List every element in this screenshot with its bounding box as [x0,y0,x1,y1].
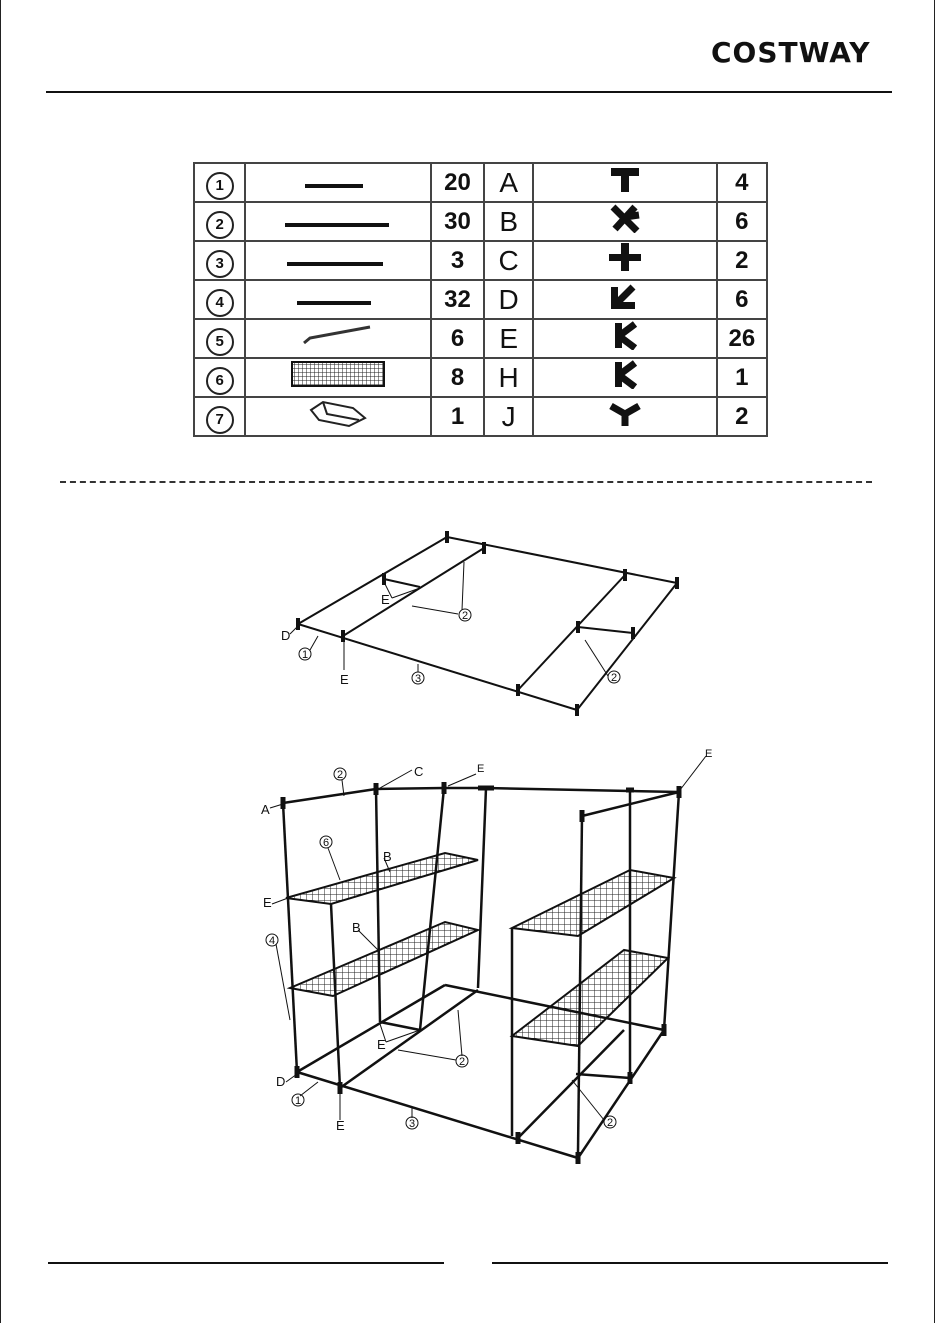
label-2-mid: 2 [459,1056,466,1068]
connector-letter: C [484,241,533,280]
label-1: 1 [295,1095,302,1107]
part-number: 7 [206,406,234,434]
part-number: 3 [206,250,234,278]
part-quantity: 8 [431,358,484,397]
part-quantity: 20 [431,163,484,202]
label-d: D [281,628,291,643]
label-b-upper: B [383,849,392,864]
part-number: 5 [206,328,234,356]
part-quantity: 30 [431,202,484,241]
label-b-lower: B [352,920,361,935]
connector-quantity: 6 [717,202,767,241]
connector-letter: A [484,163,533,202]
connector-letter: E [484,319,533,358]
label-2-top: 2 [337,769,344,781]
connector-quantity: 4 [717,163,767,202]
footer-rule-left [48,1262,444,1264]
label-3: 3 [409,1118,416,1130]
label-6: 6 [323,837,330,849]
connector-letter: J [484,397,533,436]
part-number: 1 [206,172,234,200]
label-2-left: 2 [462,610,469,622]
part-quantity: 3 [431,241,484,280]
label-a: A [261,802,270,817]
label-e-inner: E [377,1037,386,1052]
label-2-right: 2 [607,1117,614,1129]
label-1: 1 [302,649,309,661]
label-3: 3 [415,673,422,685]
connector-quantity: 6 [717,280,767,319]
connector-quantity: 2 [717,241,767,280]
label-c: C [414,764,424,779]
label-e-left: E [263,895,272,910]
connector-quantity: 1 [717,358,767,397]
connector-letter: D [484,280,533,319]
label-2-right: 2 [611,672,618,684]
connector-quantity: 2 [717,397,767,436]
part-number: 4 [206,289,234,317]
part-number: 2 [206,211,234,239]
label-4: 4 [269,935,276,947]
label-e: E [340,672,349,687]
brand-logo: COSTWAY [711,36,871,69]
label-d: D [276,1074,286,1089]
part-number: 6 [206,367,234,395]
label-e-inner: E [381,592,390,607]
label-e-right: E [705,748,713,760]
connector-letter: B [484,202,533,241]
connector-quantity: 26 [717,319,767,358]
connector-letter: H [484,358,533,397]
part-quantity: 32 [431,280,484,319]
label-e-top: E [477,763,485,775]
part-quantity: 1 [431,397,484,436]
label-e-bottom: E [336,1118,345,1133]
part-quantity: 6 [431,319,484,358]
footer-rule-right [492,1262,888,1264]
